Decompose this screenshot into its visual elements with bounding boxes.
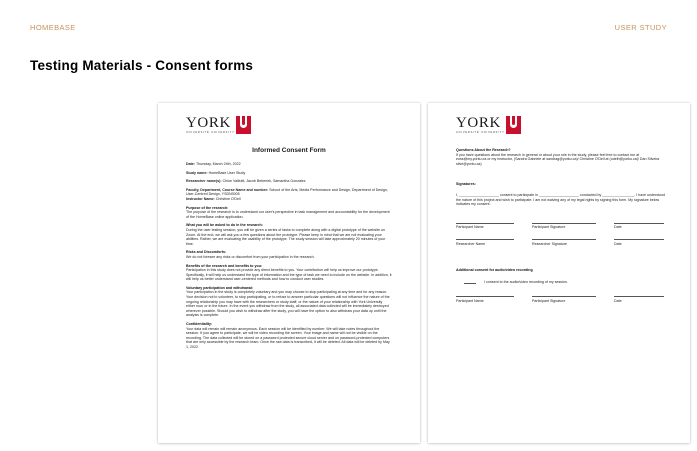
- consent-form-page-1: [158, 103, 420, 443]
- questions-heading: Questions About the Research?: [456, 148, 511, 152]
- consent-form-page-2: [428, 103, 690, 443]
- tasks-text: During the user testing session, you will be given a series of tasks to complete along with a digital prototype of the website on Zoom. At the end, we will ask you a few questions about the prototype. Please keep in mind that we are not evaluating your abilities. Rather, we are evaluating the usability of the prototype. The study session will take approximately 20 minutes of your time.: [186, 227, 386, 246]
- page-title: Testing Materials - Consent forms: [30, 58, 254, 73]
- participant-name-label: Participant Name: [456, 298, 484, 303]
- logo-wordmark: YORK: [186, 115, 231, 131]
- benefits-heading: Benefits of the research and benefits to you:: [186, 263, 263, 268]
- homebase-label: HOMEBASE: [30, 23, 76, 32]
- signatures-text: I, ____________________ consent to participate in ____________________ conducted by ________________. I have understood the nature of this project and wish to participate. I am not waiving any of my legal rights by signing this form. My signature below indicates my consent.: [456, 192, 666, 207]
- date-label: Date: [614, 298, 622, 303]
- recording-signature-row: [456, 296, 670, 303]
- risks-heading: Risks and Discomforts:: [186, 250, 227, 255]
- participant-name-label: Participant Name: [456, 225, 484, 230]
- date-label: Date: [614, 241, 622, 246]
- signatures-heading: Signatures:: [456, 182, 476, 187]
- date-line: Date: Thursday, March 24th, 2022: [186, 162, 241, 166]
- purpose-heading: Purpose of the research:: [186, 205, 229, 210]
- voluntary-text: Your participation in the study is completely voluntary and you may choose to stop participating at any time and for any reason. Your decision not to volunteer, to stop participating, or to refuse to answer particular questions will not influence the nature of the ongoing relationship you may have with the researchers or study staff, or the nature of your relationship with York University either now, or in the future. In the event you withdraw from the study, all associated data collected will be immediately destroyed wherever possible. Should you wish to withdraw after the study, you will have the option to also withdraw your data up until the analysis is complete.: [186, 290, 390, 318]
- instructor-line: Instructor Name: Christine O'Dell: [186, 196, 241, 201]
- participant-signature-row: [456, 223, 670, 230]
- logo-subtext: UNIVERSITÉ UNIVERSITY: [456, 131, 505, 134]
- york-crest-icon: [506, 116, 521, 134]
- tasks-heading: What you will be asked to do in the research:: [186, 223, 263, 228]
- date-label: Date: [614, 225, 622, 230]
- york-logo: [186, 116, 392, 134]
- york-crest-icon: [236, 116, 251, 134]
- confidentiality-text: Your data will remain will remain anonymous. Each session will be identified by number. We will take notes throughout the session. If you agree to participate, we will be video recording the screen. Your image and name will not be visible on the recording. The data collected will be stored on a password protected secure cloud server and on password-protected computers that are only accessible by the research team. Once the raw data is transcribed, it will be deleted. All data will be deleted by May 1, 2022.: [186, 326, 390, 349]
- researcher-signature-label: Researcher Signature: [532, 241, 567, 246]
- consent-blank: [464, 281, 476, 284]
- faculty-line: Faculty, Department, Course Name and number: School of the Arts, Media Performance and Design, Department of Design, User-Centred Design, YSDN3005: [186, 187, 388, 197]
- benefits-text: Participation in this study does not provide any direct benefits to you. Your contribution will help us improve our prototype. Specifically, it will help us understand the type of information and the type of task we need to include on the website. In addition, it will help us better understand user-centered methods and how to conduct user studies.: [186, 268, 392, 282]
- recording-consent-line: [464, 280, 670, 284]
- consent-form-title: Informed Consent Form: [252, 147, 326, 154]
- york-logo: [456, 116, 670, 134]
- logo-subtext: UNIVERSITÉ UNIVERSITY: [186, 131, 235, 134]
- voluntary-heading: Voluntary participation and withdrawal:: [186, 285, 254, 290]
- logo-wordmark: YORK: [456, 115, 501, 131]
- purpose-text: The purpose of the research is to understand our user's perspective in task management and accountability for the development of the HomeBase online application.: [186, 210, 390, 219]
- researcher-name-label: Researcher Name: [456, 241, 486, 246]
- questions-text: If you have questions about the research in general or about your role in the study, please feel free to contact me at eoss@my.yorku.ca or my instructor, (Sandra Gabriele at sandrag@yorku.ca)/ Christine O'Dell at (odelh@yorku.ca)/ Dan Silveira silvri@yorku.ca): [456, 152, 660, 166]
- researcher-signature-row: [456, 239, 670, 246]
- participant-signature-label: Participant Signature: [532, 298, 566, 303]
- additional-consent-heading: Additional consent for audio/video recording: [456, 267, 533, 272]
- researcher-line: Researcher name(s): Chloe Valliutti, Jacob Bebenek, Samantha Gonzalez: [186, 179, 306, 184]
- risks-text: We do not foresee any risks or discomfort from your participation in the research.: [186, 254, 315, 259]
- confidentiality-heading: Confidentiality:: [186, 322, 213, 327]
- participant-signature-label: Participant Signature: [532, 225, 566, 230]
- study-name-line: Study name: HomeBase User Study: [186, 170, 246, 175]
- user-study-label: USER STUDY: [614, 23, 667, 32]
- recording-consent-text: I consent to the audio/video recording of my session.: [484, 280, 568, 285]
